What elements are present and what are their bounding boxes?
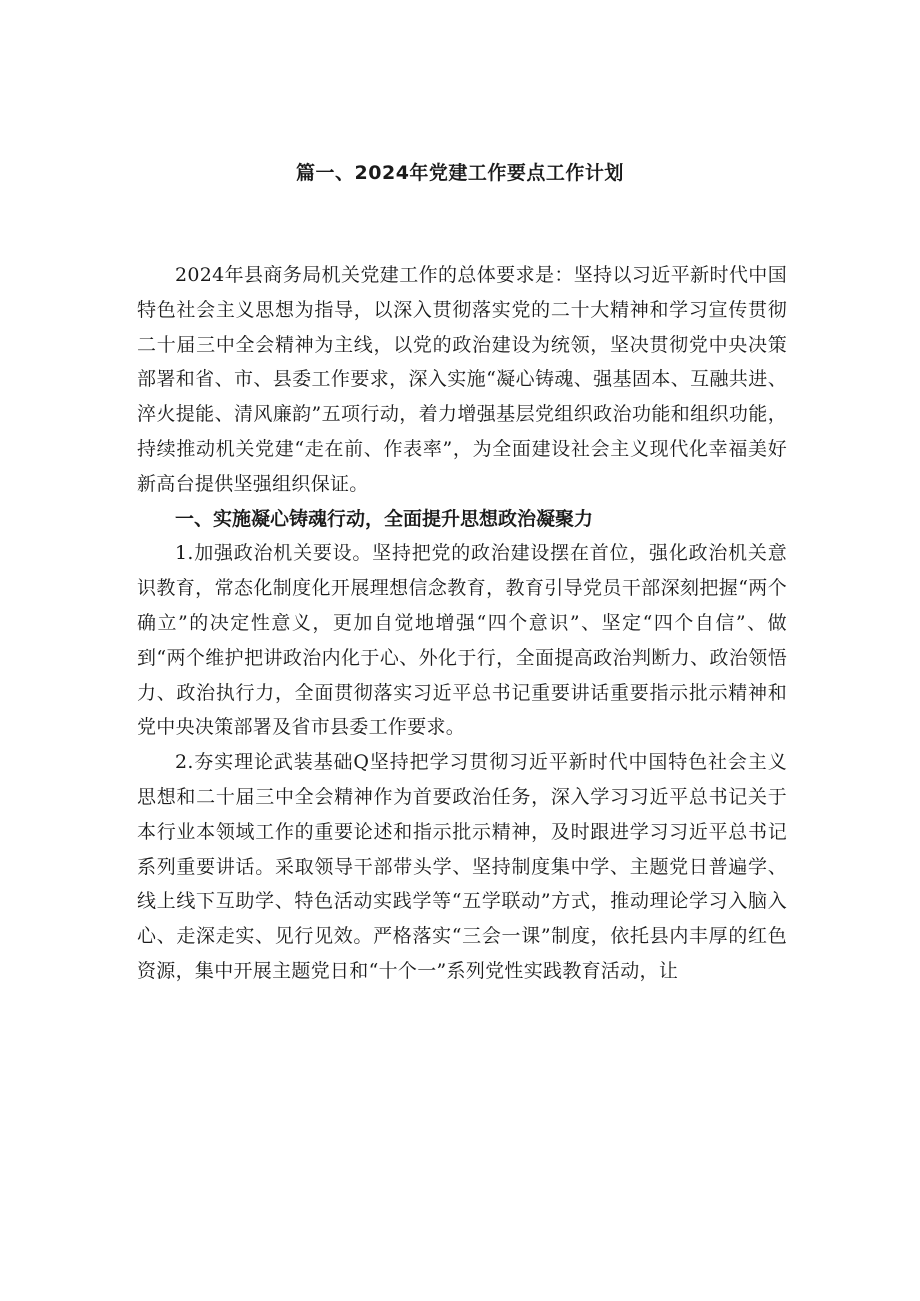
list-item-2: 2.夯实理论武装基础Q坚持把学习贯彻习近平新时代中国特色社会主义思想和二十届三中全会精神作为首要政治任务，深入学习习近平总书记关于本行业本领域工作的重要论述和指示批示精神，及时跟进学习习近平总书记系列重要讲话。采取领导干部带头学、坚持制度集中学、主题党日普遍学、线上线下互助学、特色活动实践学等“五学联动”方式，推动理论学习入脑入心、走深走实、见行见效。严格落实“三会一课”制度，依托县内丰厚的红色资源，集中开展主题党日和“十个一”系列党性实践教育活动，让	[137, 751, 787, 982]
document-body	[137, 258, 787, 989]
list-item-1: 1.加强政治机关要设。坚持把党的政治建设摆在首位，强化政治机关意识教育，常态化制度化开展理想信念教育，教育引导党员干部深刻把握“两个确立”的决定性意义，更加自觉地增强“四个意识”、坚定“四个自信”、做到“两个维护把讲政治内化于心、外化于行，全面提高政治判断力、政治领悟力、政治执行力，全面贯彻落实习近平总书记重要讲话重要指示批示精神和党中央决策部署及省市县委工作要求。	[137, 542, 787, 739]
document-title: 篇一、2024年党建工作要点工作计划	[296, 162, 624, 184]
intro-paragraph: 2024年县商务局机关党建工作的总体要求是：坚持以习近平新时代中国特色社会主义思想为指导，以深入贯彻落实党的二十大精神和学习宣传贯彻二十届三中全会精神为主线，以党的政治建设为统领，坚决贯彻党中央决策部署和省、市、县委工作要求，深入实施“凝心铸魂、强基固本、互融共进、淬火提能、清风廉韵”五项行动，着力增强基层党组织政治功能和组织功能，持续推动机关党建“走在前、作表率”，为全面建设社会主义现代化幸福美好新高台提供坚强组织保证。	[137, 264, 787, 495]
section-heading: 一、实施凝心铸魂行动，全面提升思想政治凝聚力	[175, 507, 594, 530]
